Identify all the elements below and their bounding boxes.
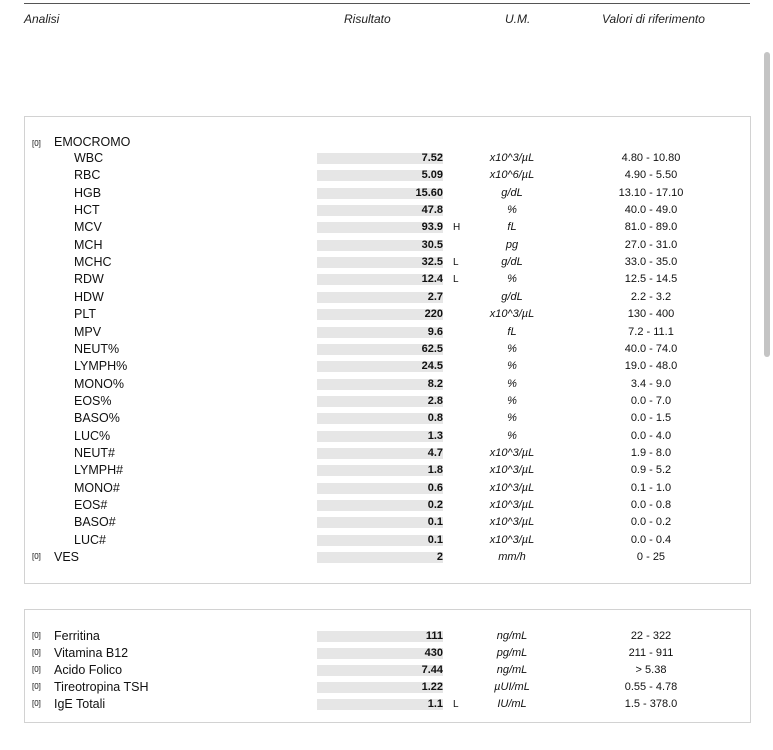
table-row xyxy=(25,696,750,713)
reference-range: 2.2 - 3.2 xyxy=(630,290,672,303)
row-tag: [0] xyxy=(32,682,41,691)
analisi-name: BASO# xyxy=(74,515,116,530)
result-value: 47.8 xyxy=(421,204,443,217)
unit: % xyxy=(507,342,517,355)
reference-range: 81.0 - 89.0 xyxy=(624,221,678,234)
unit: IU/mL xyxy=(497,698,527,710)
reference-range: 0.9 - 5.2 xyxy=(630,464,672,477)
result-value: 30.5 xyxy=(421,238,443,251)
row-tag: [0] xyxy=(32,699,41,708)
header-analisi: Analisi xyxy=(24,12,60,26)
analisi-name: LUC# xyxy=(74,532,106,547)
unit: x10^3/µL xyxy=(489,308,535,321)
analisi-name: HDW xyxy=(74,289,104,304)
table-row xyxy=(25,445,750,462)
reference-range: 0.0 - 4.0 xyxy=(630,429,672,442)
result-flag: L xyxy=(453,274,459,286)
row-tag: [0] xyxy=(32,552,41,562)
unit: % xyxy=(507,360,517,373)
analisi-name: NEUT% xyxy=(74,341,120,356)
reference-range: 7.2 - 11.1 xyxy=(628,325,674,338)
reference-range: 13.10 - 17.10 xyxy=(618,186,684,199)
analisi-name: RDW xyxy=(74,272,104,287)
analisi-name: VES xyxy=(54,550,80,565)
unit: % xyxy=(507,273,517,286)
header-risultato: Risultato xyxy=(344,12,391,26)
analisi-name: MCH xyxy=(74,237,103,252)
reference-range: 211 - 911 xyxy=(628,647,674,659)
row-tag: [0] xyxy=(32,648,41,657)
table-row xyxy=(25,462,750,479)
result-value: 1.1 xyxy=(427,698,443,710)
reference-range: 0.0 - 0.2 xyxy=(630,516,672,529)
section-title: EMOCROMO xyxy=(54,135,131,149)
analisi-name: Ferritina xyxy=(54,629,100,643)
unit: g/dL xyxy=(501,186,523,199)
top-divider xyxy=(24,3,750,4)
reference-range: 22 - 322 xyxy=(630,630,672,642)
reference-range: 0.0 - 0.4 xyxy=(630,533,672,546)
analisi-name: MPV xyxy=(74,324,102,339)
table-row xyxy=(25,645,750,662)
section-emocromo xyxy=(24,116,751,584)
result-value: 220 xyxy=(424,308,443,321)
unit: x10^3/µL xyxy=(489,481,535,494)
analisi-name: RBC xyxy=(74,168,101,183)
result-value: 5.09 xyxy=(421,169,443,182)
table-row xyxy=(25,428,750,445)
table-row xyxy=(25,549,750,566)
table-row xyxy=(25,628,750,645)
result-value: 1.3 xyxy=(427,429,443,442)
analisi-name: MONO# xyxy=(74,480,120,495)
row-tag: [0] xyxy=(32,631,41,640)
result-value: 1.22 xyxy=(421,681,443,693)
analisi-name: MCHC xyxy=(74,255,112,270)
analisi-name: MCV xyxy=(74,220,102,235)
analisi-name: LUC% xyxy=(74,428,111,443)
result-flag: L xyxy=(453,257,459,269)
result-flag: H xyxy=(453,222,461,234)
unit: % xyxy=(507,412,517,425)
reference-range: 40.0 - 49.0 xyxy=(624,204,678,217)
table-row xyxy=(25,150,750,167)
result-value: 0.2 xyxy=(427,499,443,511)
reference-range: 130 - 400 xyxy=(627,308,675,321)
reference-range: 0.0 - 1.5 xyxy=(630,412,672,425)
table-row xyxy=(25,376,750,393)
result-value: 12.4 xyxy=(421,273,443,286)
unit: % xyxy=(507,429,517,442)
unit: g/dL xyxy=(501,256,523,269)
reference-range: 0.1 - 1.0 xyxy=(630,481,672,494)
unit: fL xyxy=(507,325,517,338)
result-value: 2.8 xyxy=(427,394,443,407)
analisi-name: EOS% xyxy=(74,393,112,408)
unit: x10^3/µL xyxy=(489,533,535,546)
analisi-name: EOS# xyxy=(74,498,108,512)
analisi-name: HGB xyxy=(74,185,102,200)
reference-range: 0.55 - 4.78 xyxy=(624,681,678,693)
result-value: 15.60 xyxy=(415,186,443,199)
unit: ng/mL xyxy=(496,630,528,642)
table-row xyxy=(25,289,750,306)
result-value: 32.5 xyxy=(421,256,443,269)
analisi-name: Vitamina B12 xyxy=(54,646,129,660)
header-valori-riferimento: Valori di riferimento xyxy=(602,12,705,26)
unit: mm/h xyxy=(498,551,526,564)
unit: x10^3/µL xyxy=(489,446,535,459)
table-row xyxy=(25,254,750,271)
table-row xyxy=(25,219,750,236)
reference-range: 4.90 - 5.50 xyxy=(624,169,678,182)
analisi-name: Tireotropina TSH xyxy=(54,680,149,694)
table-row xyxy=(25,532,750,549)
result-value: 111 xyxy=(425,630,443,642)
analisi-name: IgE Totali xyxy=(54,697,106,711)
table-row xyxy=(25,324,750,341)
table-row xyxy=(25,306,750,323)
result-value: 0.8 xyxy=(427,412,443,425)
result-value: 2 xyxy=(436,551,443,564)
unit: ng/mL xyxy=(496,664,528,676)
reference-range: 0 - 25 xyxy=(636,551,666,564)
table-row xyxy=(25,393,750,410)
reference-range: 0.0 - 7.0 xyxy=(630,394,672,407)
unit: x10^3/µL xyxy=(489,516,535,529)
reference-range: 4.80 - 10.80 xyxy=(621,152,681,164)
unit: x10^3/µL xyxy=(489,464,535,477)
reference-range: > 5.38 xyxy=(635,664,667,676)
scrollbar[interactable] xyxy=(764,52,770,357)
reference-range: 27.0 - 31.0 xyxy=(624,238,678,251)
analisi-name: HCT xyxy=(74,203,100,218)
reference-range: 19.0 - 48.0 xyxy=(624,360,678,373)
table-row xyxy=(25,237,750,254)
unit: pg xyxy=(505,238,519,251)
table-row xyxy=(25,662,750,679)
table-row xyxy=(25,271,750,288)
analisi-name: PLT xyxy=(74,307,96,322)
analisi-name: MONO% xyxy=(74,376,124,391)
table-row xyxy=(25,185,750,202)
reference-range: 1.5 - 378.0 xyxy=(624,698,678,710)
reference-range: 33.0 - 35.0 xyxy=(624,256,678,269)
unit: % xyxy=(507,377,517,390)
table-row xyxy=(25,410,750,427)
result-value: 0.6 xyxy=(427,481,443,494)
result-value: 24.5 xyxy=(421,360,443,373)
table-row xyxy=(25,514,750,531)
reference-range: 3.4 - 9.0 xyxy=(630,377,672,390)
unit: g/dL xyxy=(501,290,523,303)
result-value: 7.44 xyxy=(421,664,443,676)
reference-range: 40.0 - 74.0 xyxy=(624,342,678,355)
unit: fL xyxy=(507,221,517,234)
unit: % xyxy=(507,204,517,217)
result-flag: L xyxy=(453,699,459,710)
table-row xyxy=(25,167,750,184)
analisi-name: LYMPH# xyxy=(74,463,124,478)
result-value: 7.52 xyxy=(421,152,443,164)
analisi-name: BASO% xyxy=(74,411,120,426)
unit: x10^6/µL xyxy=(489,169,535,182)
reference-range: 1.9 - 8.0 xyxy=(630,446,672,459)
unit: pg/mL xyxy=(496,647,528,659)
header-um: U.M. xyxy=(505,12,531,26)
result-value: 9.6 xyxy=(427,325,443,338)
table-row xyxy=(25,202,750,219)
result-value: 4.7 xyxy=(427,446,443,459)
result-value: 8.2 xyxy=(427,377,443,390)
reference-range: 0.0 - 0.8 xyxy=(630,499,672,511)
result-value: 430 xyxy=(424,647,443,659)
section-tag: [0] xyxy=(32,139,41,148)
analisi-name: WBC xyxy=(74,151,104,165)
row-tag: [0] xyxy=(32,665,41,674)
result-value: 0.1 xyxy=(427,533,443,546)
table-row xyxy=(25,679,750,696)
unit: x10^3/µL xyxy=(489,499,535,511)
table-row xyxy=(25,358,750,375)
result-value: 2.7 xyxy=(427,290,443,303)
table-row xyxy=(25,497,750,514)
unit: µUI/mL xyxy=(494,681,530,693)
table-row xyxy=(25,480,750,497)
table-row xyxy=(25,341,750,358)
analisi-name: NEUT# xyxy=(74,445,115,460)
section-esami-vari xyxy=(24,609,751,723)
result-value: 0.1 xyxy=(427,516,443,529)
result-value: 62.5 xyxy=(421,342,443,355)
analisi-name: Acido Folico xyxy=(54,663,123,677)
unit: x10^3/µL xyxy=(489,152,535,164)
unit: % xyxy=(507,394,517,407)
analisi-name: LYMPH% xyxy=(74,359,128,374)
result-value: 93.9 xyxy=(421,221,443,234)
reference-range: 12.5 - 14.5 xyxy=(624,273,678,286)
result-value: 1.8 xyxy=(427,464,443,477)
